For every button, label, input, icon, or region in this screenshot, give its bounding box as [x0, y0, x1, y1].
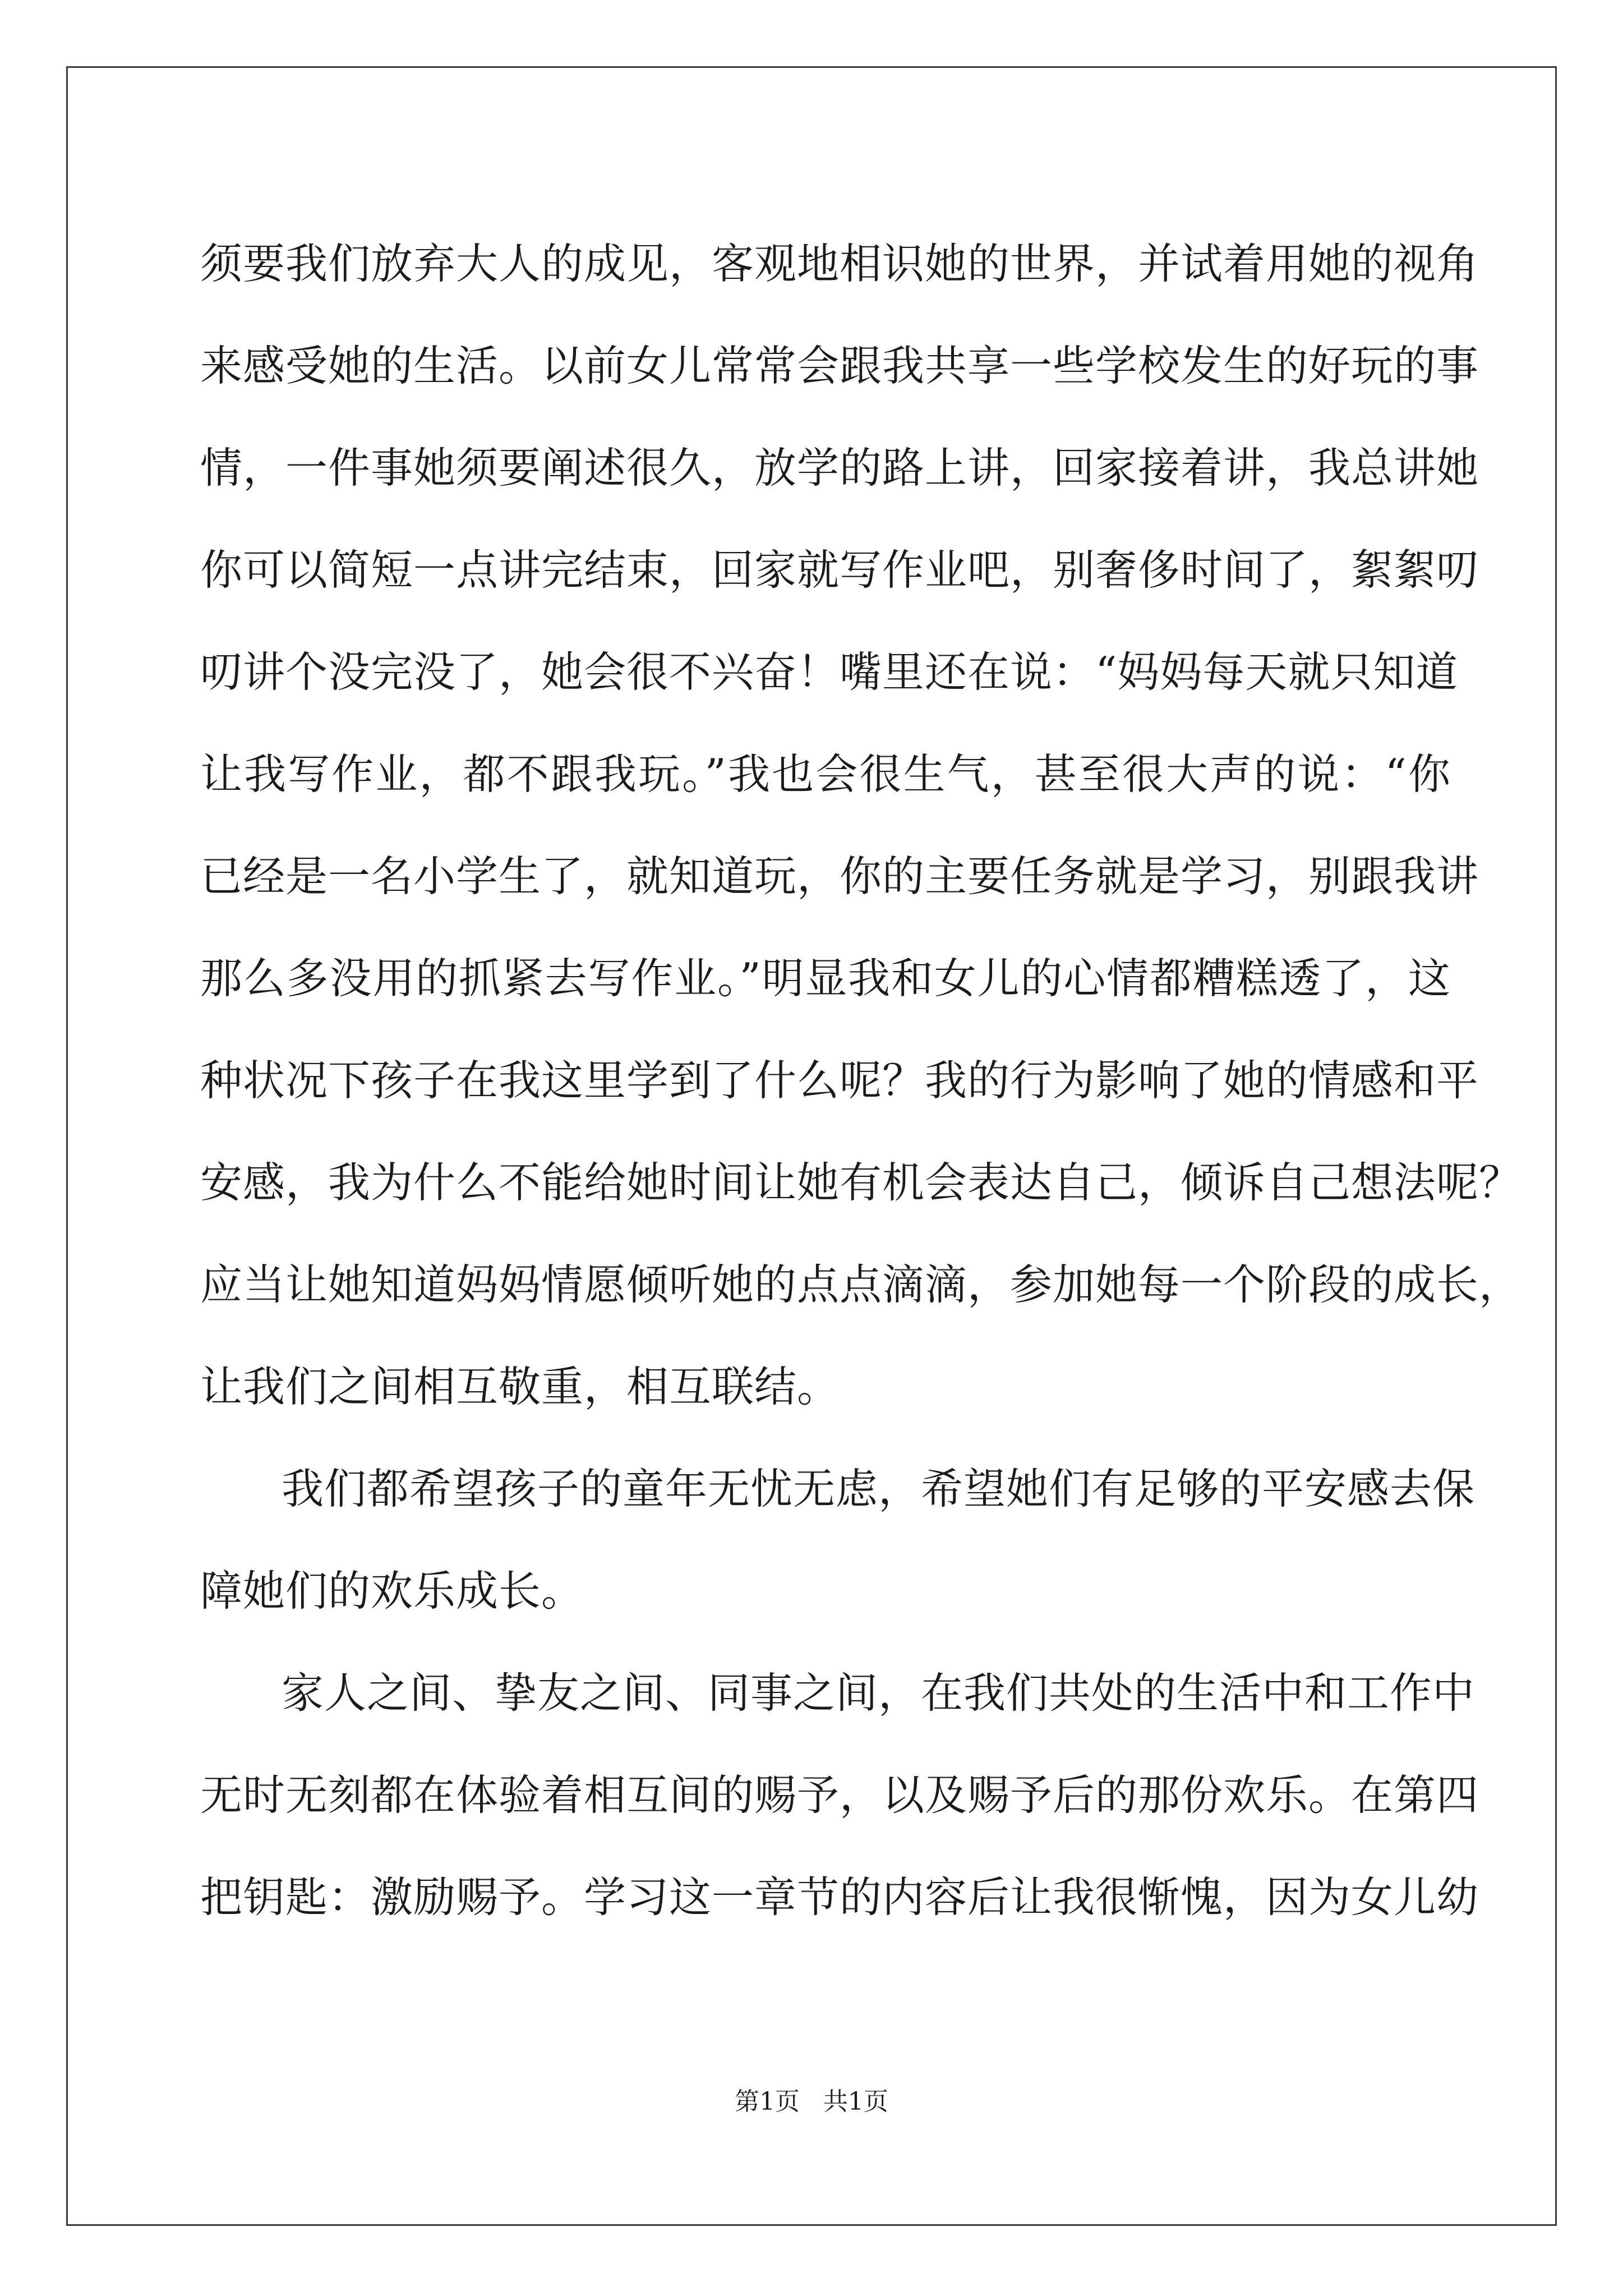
text-line: 你可以简短一点讲完结束，回家就写作业吧，别奢侈时间了，絮絮叨	[200, 545, 1479, 595]
text-line: 让我写作业，都不跟我玩。”我也会很生气，甚至很大声的说：“你	[200, 749, 1451, 799]
text-line: 障她们的欢乐成长。	[200, 1566, 584, 1616]
paragraph-first-line: 家人之间、挚友之间、同事之间，在我们共处的生活中和工作中	[282, 1668, 1476, 1718]
text-line: 让我们之间相互敬重，相互联结。	[200, 1362, 840, 1411]
text-line: 安感，我为什么不能给她时间让她有机会表达自己，倾诉自己想法呢？	[200, 1158, 1522, 1207]
text-line: 无时无刻都在体验着相互间的赐予，以及赐予后的那份欢乐。在第四	[200, 1770, 1479, 1820]
text-line: 情，一件事她须要阐述很久，放学的路上讲，回家接着讲，我总讲她	[200, 443, 1479, 493]
text-line: 种状况下孩子在我这里学到了什么呢？我的行为影响了她的情感和平	[200, 1056, 1479, 1105]
paragraph-first-line: 我们都希望孩子的童年无忧无虑，希望她们有足够的平安感去保	[282, 1464, 1476, 1513]
text-line: 来感受她的生活。以前女儿常常会跟我共享一些学校发生的好玩的事	[200, 341, 1479, 390]
text-line: 叨讲个没完没了，她会很不兴奋！嘴里还在说：“妈妈每天就只知道	[200, 647, 1459, 697]
text-line: 把钥匙：激励赐予。学习这一章节的内容后让我很惭愧，因为女儿幼	[200, 1872, 1479, 1922]
text-line: 已经是一名小学生了，就知道玩，你的主要任务就是学习，别跟我讲	[200, 852, 1479, 901]
text-line: 那么多没用的抓紧去写作业。”明显我和女儿的心情都糟糕透了，这	[200, 954, 1451, 1003]
page-footer: 第1页 共1页	[735, 2087, 888, 2116]
text-line: 应当让她知道妈妈情愿倾听她的点点滴滴，参加她每一个阶段的成长，	[200, 1260, 1522, 1309]
text-line: 须要我们放弃大人的成见，客观地相识她的世界，并试着用她的视角	[200, 239, 1479, 288]
